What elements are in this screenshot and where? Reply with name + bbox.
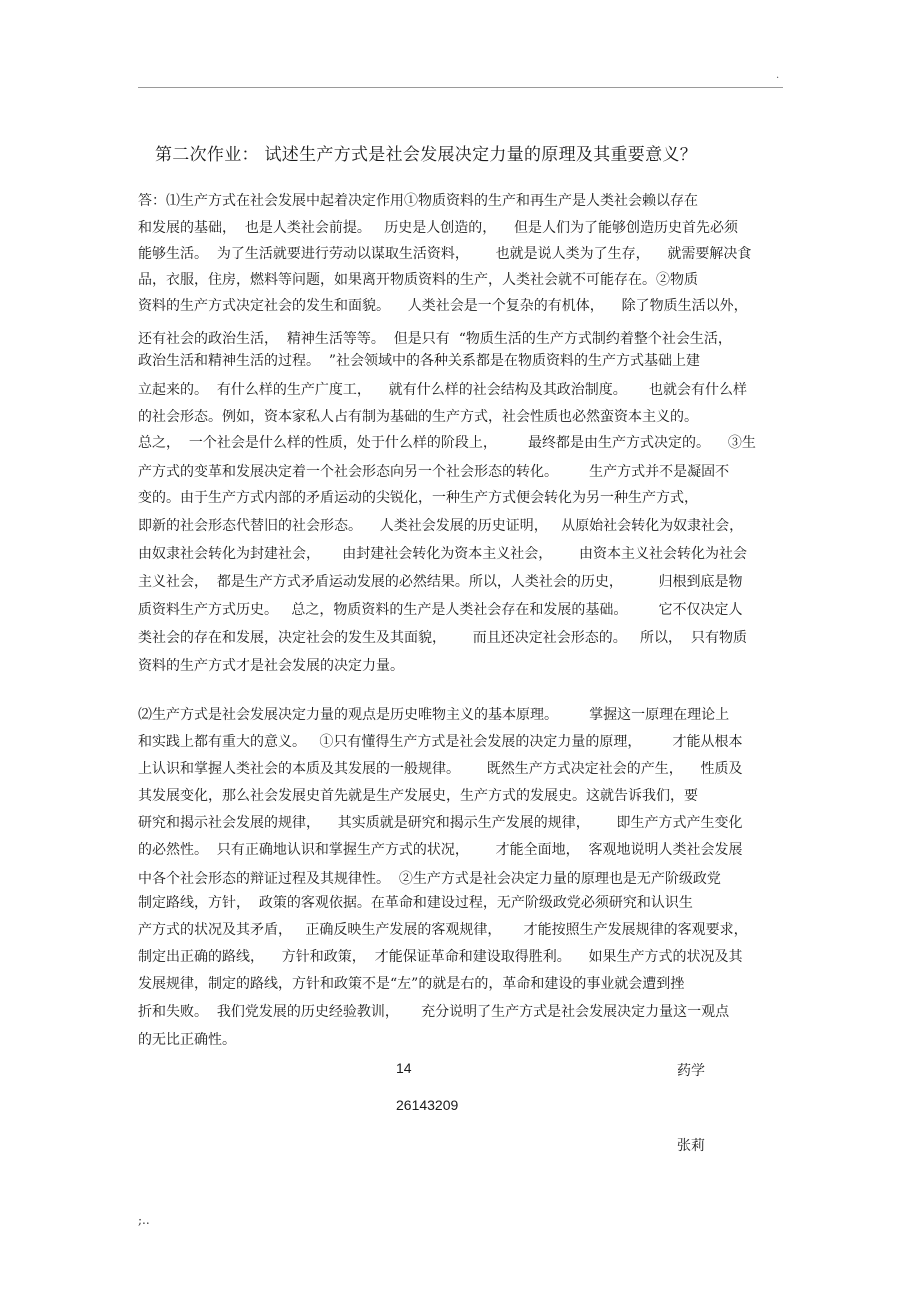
section1-line: 资料的生产方式决定社会的发生和面貌。 人类社会是一个复杂的有机体， 除了物质生活以外， <box>138 298 748 314</box>
section1-line: 的社会形态。例如，资本家私人占有制为基础的生产方式，社会性质也必然蛮资本主义的。 <box>138 409 698 425</box>
section2-line: 制定路线，方针， 政策的客观依据。在革命和建设过程，无产阶级政党必须研究和认识生 <box>138 895 693 911</box>
section1-line: 还有社会的政治生活， 精神生活等等。 但是只有 “物质生活的生产方式制约着整个社会生活， <box>138 331 732 347</box>
section1-line: 即新的社会形态代替旧的社会形态。 人类社会发展的历史证明， 从原始社会转化为奴隶社会， <box>138 518 744 534</box>
section1-line: 品，衣服，住房，燃料等问题，如果离开物质资料的生产，人类社会就不可能存在。②物质 <box>138 272 698 288</box>
section2-line: 发展规律，制定的路线，方针和政策不是“左”的就是右的，革命和建设的事业就会遭到挫 <box>138 976 685 992</box>
section2-line: 产方式的状况及其矛盾， 正确反映生产发展的客观规律， 才能按照生产发展规律的客观要求， <box>138 922 748 938</box>
section1-line: 变的。由于生产方式内部的矛盾运动的尖锐化，一种生产方式便会转化为另一种生产方式， <box>138 490 698 506</box>
section1-line: 立起来的。 有什么样的生产广度工， 就有什么样的社会结构及其政治制度。 也就会有什么样 <box>138 382 747 398</box>
section1-line: 和发展的基础， 也是人类社会前提。 历史是人创造的， 但是人们为了能够创造历史首先必须 <box>138 220 739 236</box>
section1-line: 质资料生产方式历史。 总之，物质资料的生产是人类社会存在和发展的基础。 它不仅决定人 <box>138 602 743 618</box>
section2-line: 研究和揭示社会发展的规律， 其实质就是研究和揭示生产发展的规律， 即生产方式产生变化 <box>138 815 743 831</box>
section1-line: 答：⑴生产方式在社会发展中起着决定作用①物质资料的生产和再生产是人类社会赖以存在 <box>138 193 698 209</box>
section1-line: 政治生活和精神生活的过程。 ”社会领域中的各种关系都是在物质资料的生产方式基础上建 <box>138 353 701 369</box>
student-name: 张莉 <box>677 1137 705 1153</box>
section2-line: 其发展变化，那么社会发展史首先就是生产发展史，生产方式的发展史。这就告诉我们，要 <box>138 788 698 804</box>
section2-line: 的无比正确性。 <box>138 1032 236 1048</box>
section2-line: 中各个社会形态的辩证过程及其规律性。 ②生产方式是社会决定力量的原理也是无产阶级政党 <box>138 871 721 887</box>
footer-mark: ;.. <box>138 1213 150 1227</box>
section2-line: 制定出正确的路线， 方针和政策， 才能保证革命和建设取得胜利。 如果生产方式的状况及其 <box>138 949 743 965</box>
header-mark: . <box>776 70 780 81</box>
assignment-title: 第二次作业： 试述生产方式是社会发展决定力量的原理及其重要意义？ <box>155 145 698 165</box>
section2-line: 和实践上都有重大的意义。 ①只有懂得生产方式是社会发展的决定力量的原理， 才能从根本 <box>138 734 743 750</box>
section2-line: 上认识和掌握人类社会的本质及其发展的一般规律。 既然生产方式决定社会的产生， 性质及 <box>138 761 743 777</box>
section1-line: 主义社会， 都是生产方式矛盾运动发展的必然结果。所以，人类社会的历史， 归根到底是物 <box>138 574 743 590</box>
section2-line: ⑵生产方式是社会发展决定力量的观点是历史唯物主义的基本原理。 掌握这一原理在理论上 <box>138 707 730 723</box>
section1-line: 能够生活。 为了生活就要进行劳动以谋取生活资料， 也就是说人类为了生存， 就需要解决食 <box>138 246 752 262</box>
section1-line: 产方式的变革和发展决定着一个社会形态向另一个社会形态的转化。 生产方式并不是凝固不 <box>138 464 730 480</box>
header-rule <box>138 87 783 88</box>
section1-line: 资料的生产方式才是社会发展的决定力量。 <box>138 658 404 674</box>
section2-line: 折和失败。 我们党发展的历史经验教训， 充分说明了生产方式是社会发展决定力量这一观点 <box>138 1004 730 1020</box>
student-id: 26143209 <box>396 1097 459 1113</box>
class-number: 14 <box>396 1060 412 1076</box>
major: 药学 <box>677 1062 705 1078</box>
section1-line: 类社会的存在和发展，决定社会的发生及其面貌， 而且还决定社会形态的。 所以， 只有物质 <box>138 630 747 646</box>
section1-line: 总之， 一个社会是什么样的性质，处于什么样的阶段上， 最终都是由生产方式决定的。 ③生 <box>138 435 756 451</box>
section2-line: 的必然性。 只有正确地认识和掌握生产方式的状况， 才能全面地， 客观地说明人类社会发展 <box>138 842 743 858</box>
section1-line: 由奴隶社会转化为封建社会， 由封建社会转化为资本主义社会， 由资本主义社会转化为社会 <box>138 546 747 562</box>
